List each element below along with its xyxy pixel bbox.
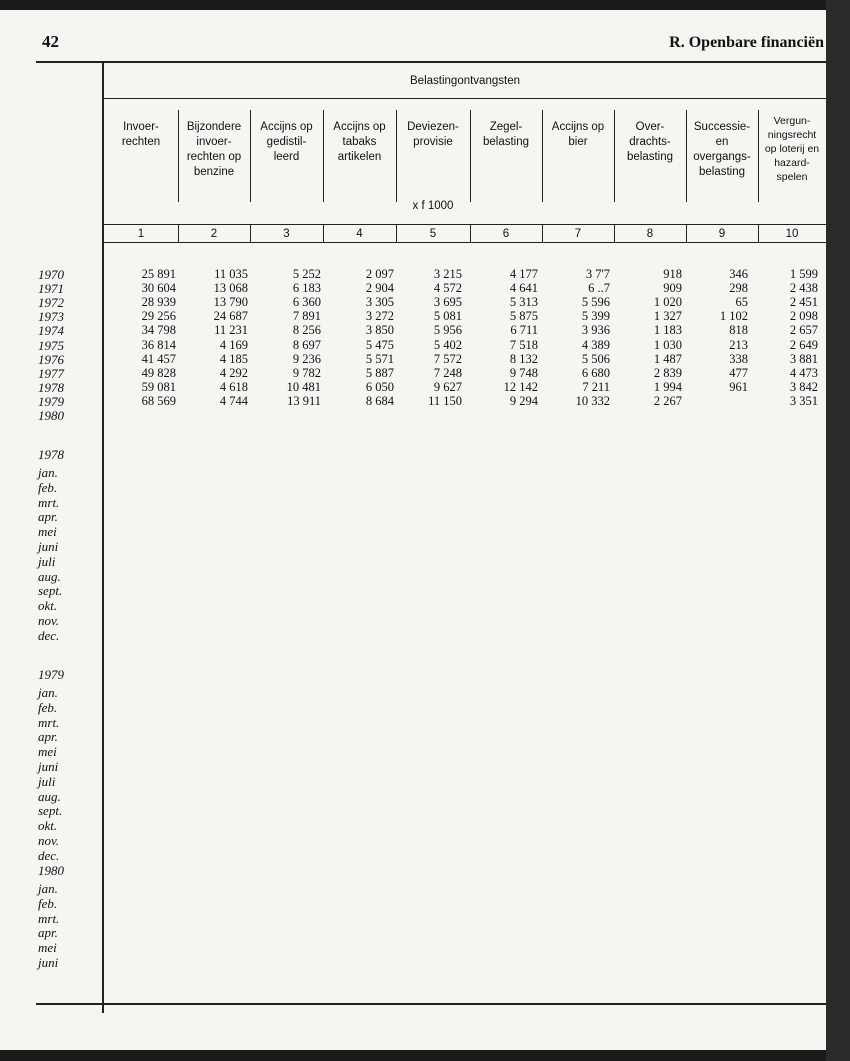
table-cell: 1 102	[719, 309, 748, 324]
month-group-year: 1978	[38, 447, 64, 462]
table-cell: 2 097	[365, 267, 394, 281]
table-cell: 2 098	[789, 309, 818, 324]
table-cell: 9 236	[292, 351, 321, 366]
table-cell: 10 332	[575, 393, 610, 408]
table-cell: 6 050	[365, 379, 394, 394]
column-divider	[323, 224, 324, 242]
table-cell: 6 680	[581, 365, 610, 380]
row-label-year: 1970	[38, 267, 64, 282]
table-cell: 13 790	[213, 295, 248, 310]
table-cell: 28 939	[141, 295, 176, 310]
table-cell: 4 292	[219, 365, 248, 380]
rule-stub-divider	[102, 61, 104, 1013]
month-label: jan.	[38, 465, 58, 480]
column-number-7: 7	[574, 228, 582, 240]
column-header-1: Invoer- rechten	[121, 121, 161, 148]
column-divider	[470, 110, 471, 202]
table-cell: 36 814	[141, 337, 176, 352]
month-label: apr.	[38, 925, 58, 941]
table-cell: 8 697	[292, 337, 321, 352]
table-cell: 5 313	[509, 295, 538, 310]
table-cell: 7 572	[433, 351, 462, 366]
month-label: aug.	[38, 788, 61, 804]
month-label: okt.	[38, 818, 58, 834]
table-cell: 818	[729, 323, 748, 338]
table-cell: 6 183	[292, 281, 321, 296]
column-divider	[614, 224, 615, 242]
page-edge	[826, 0, 850, 1061]
month-label: nov.	[38, 613, 60, 628]
table-cell: 13 068	[213, 281, 248, 296]
column-header-9: Successie- en overgangs- belasting	[693, 121, 751, 178]
column-divider	[178, 110, 179, 202]
table-cell: 68 569	[141, 393, 176, 408]
table-cell: 3 881	[789, 351, 818, 366]
table-cell: 5 956	[433, 323, 462, 338]
table-cell: 1 994	[653, 379, 682, 394]
column-divider	[686, 224, 687, 242]
month-label: sept.	[38, 803, 63, 819]
table-cell: 2 839	[653, 365, 682, 380]
column-number-5: 5	[429, 228, 437, 240]
table-cell: 3 842	[789, 379, 818, 394]
column-divider	[470, 224, 471, 242]
table-cell: 338	[729, 351, 748, 366]
table-cell: 7 518	[509, 337, 538, 352]
table-cell: 11 231	[214, 323, 248, 338]
rule-colnum-top	[104, 224, 826, 225]
month-label: okt.	[38, 598, 58, 614]
table-cell: 49 828	[141, 365, 176, 380]
table-cell: 4 618	[219, 379, 248, 394]
table-cell: 2 904	[365, 281, 394, 296]
table-cell: 30 604	[141, 281, 176, 296]
rule-top	[36, 61, 826, 63]
table-cell: 4 641	[509, 281, 538, 296]
row-label-year: 1973	[38, 309, 64, 325]
unit-label: x f 1000	[412, 200, 454, 212]
table-cell: 5 887	[365, 365, 394, 380]
row-label-year: 1971	[38, 281, 64, 297]
column-number-4: 4	[356, 228, 363, 240]
month-label: juni	[38, 955, 59, 970]
table-cell: 6 ..7	[588, 281, 610, 296]
table-cell: 4 169	[219, 337, 248, 352]
row-label-year: 1978	[38, 379, 64, 395]
month-label: feb.	[38, 699, 58, 715]
month-label: juni	[38, 759, 59, 774]
section-title: R. Openbare financiën	[669, 34, 824, 51]
table-cell: 5 571	[365, 351, 394, 366]
page-number: 42	[42, 32, 59, 51]
table-cell: 1 030	[653, 337, 682, 352]
table-cell: 25 891	[141, 267, 176, 281]
month-label: mrt.	[38, 714, 60, 730]
table-cell: 3 305	[365, 295, 394, 310]
table-cell: 6 711	[510, 323, 538, 338]
table-cell: 65	[735, 295, 748, 310]
table-cell: 7 248	[433, 365, 462, 380]
table-cell: 34 798	[141, 323, 176, 338]
rule-colnum-bottom	[104, 242, 826, 243]
column-divider	[250, 224, 251, 242]
column-divider	[396, 110, 397, 202]
column-header-2: Bijzondere invoer- rechten op benzine	[186, 121, 242, 178]
column-divider	[758, 224, 759, 242]
table-cell: 2 649	[789, 337, 818, 352]
column-header-10: Vergun- ningsrecht op loterij en hazard- spelen	[764, 115, 820, 183]
table-cell: 7 211	[582, 379, 610, 394]
rule-bottom	[36, 1003, 826, 1005]
column-divider	[250, 110, 251, 202]
table-cell: 41 457	[141, 351, 176, 366]
table-cell: 8 256	[292, 323, 321, 338]
table-cell: 11 035	[214, 267, 248, 281]
month-label: mrt.	[38, 910, 60, 926]
table-cell: 3 936	[581, 323, 610, 338]
table-cell: 4 177	[509, 267, 538, 281]
table-cell: 9 627	[433, 379, 462, 394]
table-cell: 4 389	[581, 337, 610, 352]
table-cell: 961	[729, 379, 748, 394]
table-cell: 7 891	[292, 309, 321, 324]
table-cell: 4 744	[219, 393, 248, 408]
column-header-4: Accijns op tabaks artikelen	[333, 121, 386, 163]
table-cell: 9 294	[509, 393, 538, 408]
column-number-2: 2	[210, 228, 218, 240]
table-cell: 8 132	[509, 351, 538, 366]
row-label-year: 1972	[38, 295, 64, 311]
row-label-year: 1975	[38, 337, 64, 353]
table-cell: 9 782	[292, 365, 321, 380]
table-cell: 29 256	[141, 309, 176, 324]
table-cell: 5 596	[581, 295, 610, 310]
table-cell: 10 481	[286, 379, 321, 394]
table-cell: 59 081	[141, 379, 176, 394]
table-cell: 3 351	[789, 393, 818, 408]
table-cell: 24 687	[213, 309, 248, 324]
column-divider	[686, 110, 687, 202]
row-label-year: 1977	[38, 365, 64, 381]
table-cell: 3 695	[433, 295, 462, 310]
month-label: aug.	[38, 568, 61, 584]
table-cell: 3 272	[365, 309, 394, 324]
month-label: jan.	[38, 685, 58, 700]
column-header-8: Over- drachts- belasting	[626, 121, 674, 163]
month-label: dec.	[38, 847, 60, 863]
table-cell: 5 402	[433, 337, 462, 352]
document-page	[0, 10, 826, 1050]
table-cell: 5 475	[365, 337, 394, 352]
month-label: mei	[38, 744, 57, 760]
table-cell: 909	[663, 281, 682, 296]
table-cell: 3 215	[433, 267, 462, 281]
rule-group-header	[104, 98, 826, 99]
month-label: apr.	[38, 509, 58, 525]
table-cell: 6 360	[292, 295, 321, 310]
table-cell: 1 327	[653, 309, 682, 324]
table-cell: 5 081	[433, 309, 462, 324]
table-cell: 1 020	[653, 295, 682, 310]
month-label: juli	[38, 773, 56, 789]
month-label: jan.	[38, 881, 58, 896]
table-cell: 5 252	[292, 267, 321, 281]
table-cell: 213	[729, 337, 748, 352]
table-cell: 477	[729, 365, 748, 380]
row-label-year: 1974	[38, 323, 64, 339]
table-cell: 346	[729, 267, 748, 281]
column-number-10: 10	[785, 228, 799, 240]
table-cell: 1 599	[789, 267, 818, 281]
column-header-6: Zegel- belasting	[482, 121, 530, 148]
table-cell: 3 7'7	[585, 267, 610, 281]
table-cell: 5 875	[509, 309, 538, 324]
month-label: juli	[38, 553, 56, 569]
table-cell: 2 267	[653, 393, 682, 408]
table-cell: 13 911	[287, 393, 321, 408]
row-label-year: 1976	[38, 351, 64, 367]
column-divider	[542, 224, 543, 242]
column-header-5: Deviezen- provisie	[407, 121, 459, 148]
column-header-7: Accijns op bier	[551, 121, 605, 148]
row-label-year: 1980	[38, 408, 64, 423]
table-cell: 1 487	[653, 351, 682, 366]
column-header-3: Accijns op gedistil- leerd	[260, 121, 313, 163]
month-label: juni	[38, 539, 59, 554]
column-number-3: 3	[283, 228, 290, 240]
table-cell: 5 506	[581, 351, 610, 366]
column-number-8: 8	[646, 228, 654, 240]
column-divider	[614, 110, 615, 202]
table-cell: 4 185	[219, 351, 248, 366]
table-cell: 8 684	[365, 393, 394, 408]
table-cell: 9 748	[509, 365, 538, 380]
column-number-9: 9	[718, 228, 726, 240]
row-label-year: 1979	[38, 393, 64, 409]
month-group-year: 1980	[38, 863, 64, 878]
table-cell: 918	[663, 267, 682, 281]
month-label: apr.	[38, 729, 58, 745]
table-cell: 2 451	[789, 295, 818, 310]
column-divider	[178, 224, 179, 242]
month-label: feb.	[38, 895, 58, 911]
table-cell: 11 150	[428, 393, 462, 408]
month-label: sept.	[38, 583, 63, 599]
column-number-1: 1	[137, 228, 145, 240]
table-cell: 5 399	[581, 309, 610, 324]
table-cell: 1 183	[653, 323, 682, 338]
column-divider	[542, 110, 543, 202]
table-cell: 4 473	[789, 365, 818, 380]
column-number-6: 6	[502, 228, 510, 240]
table-cell: 298	[729, 281, 748, 296]
month-label: feb.	[38, 479, 58, 495]
group-header: Belastingontvangsten	[410, 75, 520, 87]
column-divider	[396, 224, 397, 242]
month-label: mei	[38, 940, 57, 956]
table-cell: 4 572	[433, 281, 462, 296]
column-divider	[323, 110, 324, 202]
table-cell: 2 657	[789, 323, 818, 338]
table-cell: 2 438	[789, 281, 818, 296]
month-label: mei	[38, 524, 57, 540]
table-cell: 12 142	[503, 379, 538, 394]
table-cell: 3 850	[365, 323, 394, 338]
month-label: mrt.	[38, 494, 60, 510]
month-label: nov.	[38, 833, 60, 848]
column-divider	[758, 110, 759, 202]
month-label: dec.	[38, 627, 60, 643]
month-group-year: 1979	[38, 667, 64, 682]
